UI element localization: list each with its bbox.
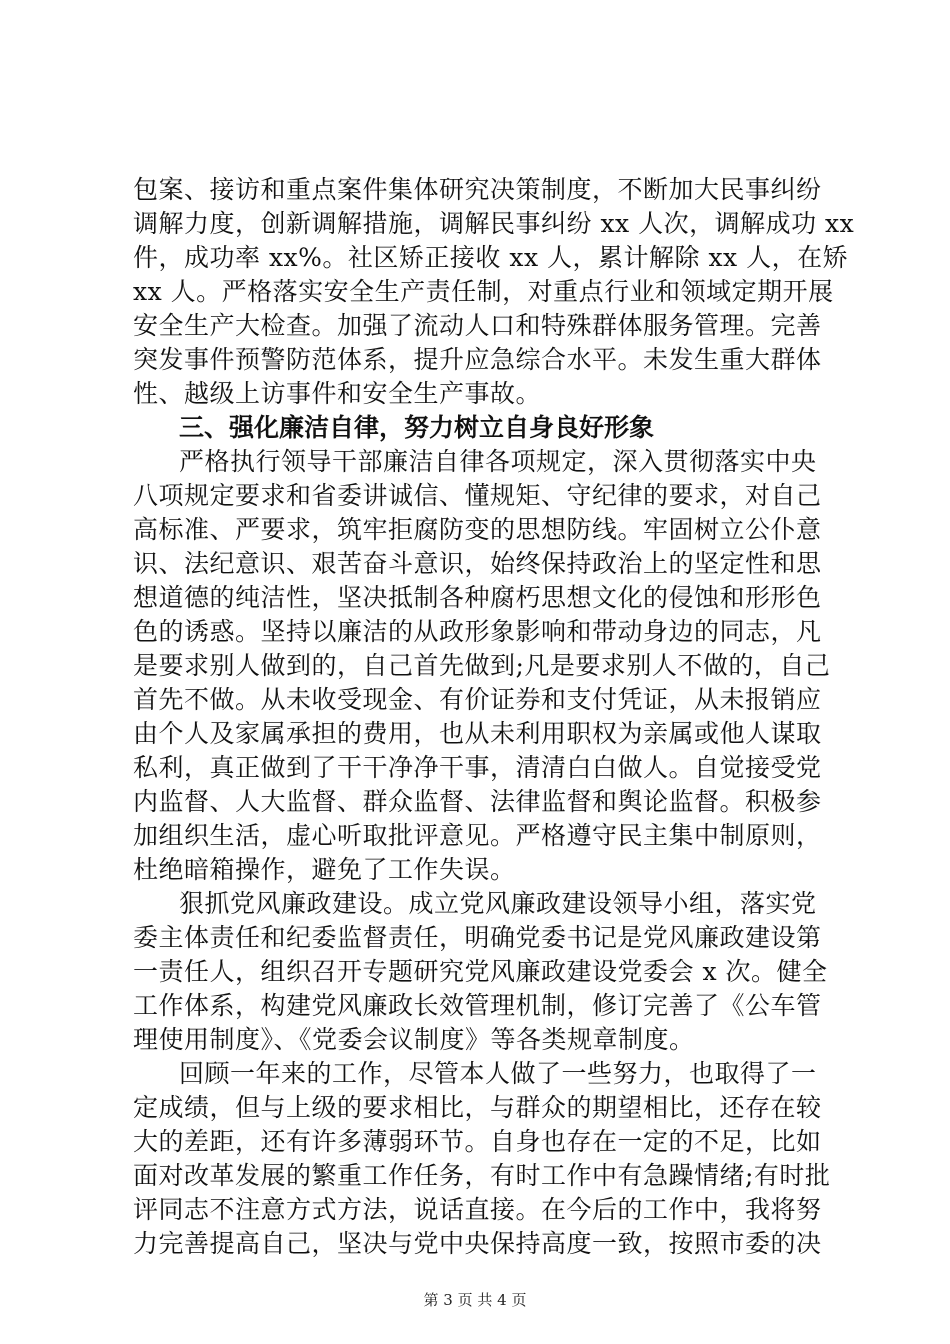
body-text-line: 力完善提高自己，坚决与党中央保持高度一致，按照市委的决 (133, 1229, 822, 1258)
body-text-line: 杜绝暗箱操作，避免了工作失误。 (133, 855, 516, 884)
body-text-line: 严格执行领导干部廉洁自律各项规定，深入贯彻落实中央 (179, 447, 817, 476)
section-heading: 三、强化廉洁自律，努力树立自身良好形象 (179, 413, 655, 442)
body-text-line: 调解力度，创新调解措施，调解民事纠纷 xx 人次，调解成功 xx (133, 209, 855, 238)
body-text-line: 八项规定要求和省委讲诚信、懂规矩、守纪律的要求，对自己 (133, 481, 822, 510)
body-text-line: 大的差距，还有许多薄弱环节。自身也存在一定的不足，比如 (133, 1127, 822, 1156)
body-text-line: 加组织生活，虚心听取批评意见。严格遵守民主集中制原则， (133, 821, 822, 850)
body-text-line: 委主体责任和纪委监督责任，明确党委书记是党风廉政建设第 (133, 923, 822, 952)
page-number-footer: 第 3 页 共 4 页 (423, 1291, 527, 1309)
body-text-line: 私利，真正做到了干干净净干事，清清白白做人。自觉接受党 (133, 753, 822, 782)
body-text-line: 内监督、人大监督、群众监督、法律监督和舆论监督。积极参 (133, 787, 822, 816)
body-text-line: 工作体系，构建党风廉政长效管理机制，修订完善了《公车管 (133, 991, 822, 1020)
body-text-line: 色的诱惑。坚持以廉洁的从政形象影响和带动身边的同志，凡 (133, 617, 822, 646)
body-text-line: 识、法纪意识、艰苦奋斗意识，始终保持政治上的坚定性和思 (133, 549, 822, 578)
body-text-line: 件，成功率 xx%。社区矫正接收 xx 人，累计解除 xx 人，在矫 (133, 243, 849, 272)
body-text-line: 性、越级上访事件和安全生产事故。 (133, 379, 542, 408)
body-text-line: 一责任人，组织召开专题研究党风廉政建设党委会 x 次。健全 (133, 957, 828, 986)
body-text-line: 定成绩，但与上级的要求相比，与群众的期望相比，还存在较 (133, 1093, 822, 1122)
body-text-line: 安全生产大检查。加强了流动人口和特殊群体服务管理。完善 (133, 311, 822, 340)
body-text-line: 想道德的纯洁性，坚决抵制各种腐朽思想文化的侵蚀和形形色 (133, 583, 822, 612)
body-text-line: 狠抓党风廉政建设。成立党风廉政建设领导小组，落实党 (179, 889, 817, 918)
body-text-line: 是要求别人做到的，自己首先做到;凡是要求别人不做的，自己 (133, 651, 831, 680)
body-text-line: 评同志不注意方式方法，说话直接。在今后的工作中，我将努 (133, 1195, 822, 1224)
body-text-line: 突发事件预警防范体系，提升应急综合水平。未发生重大群体 (133, 345, 822, 374)
body-text-line: 理使用制度》、《党委会议制度》等各类规章制度。 (133, 1025, 695, 1054)
body-text-line: 高标准、严要求，筑牢拒腐防变的思想防线。牢固树立公仆意 (133, 515, 822, 544)
body-text-line: xx 人。严格落实安全生产责任制，对重点行业和领域定期开展 (133, 277, 834, 306)
body-text-line: 面对改革发展的繁重工作任务，有时工作中有急躁情绪;有时批 (133, 1161, 831, 1190)
body-text-line: 首先不做。从未收受现金、有价证券和支付凭证，从未报销应 (133, 685, 822, 714)
body-text-line: 包案、接访和重点案件集体研究决策制度，不断加大民事纠纷 (133, 175, 822, 204)
body-text-line: 由个人及家属承担的费用，也从未利用职权为亲属或他人谋取 (133, 719, 822, 748)
body-text-line: 回顾一年来的工作，尽管本人做了一些努力，也取得了一 (179, 1059, 817, 1088)
